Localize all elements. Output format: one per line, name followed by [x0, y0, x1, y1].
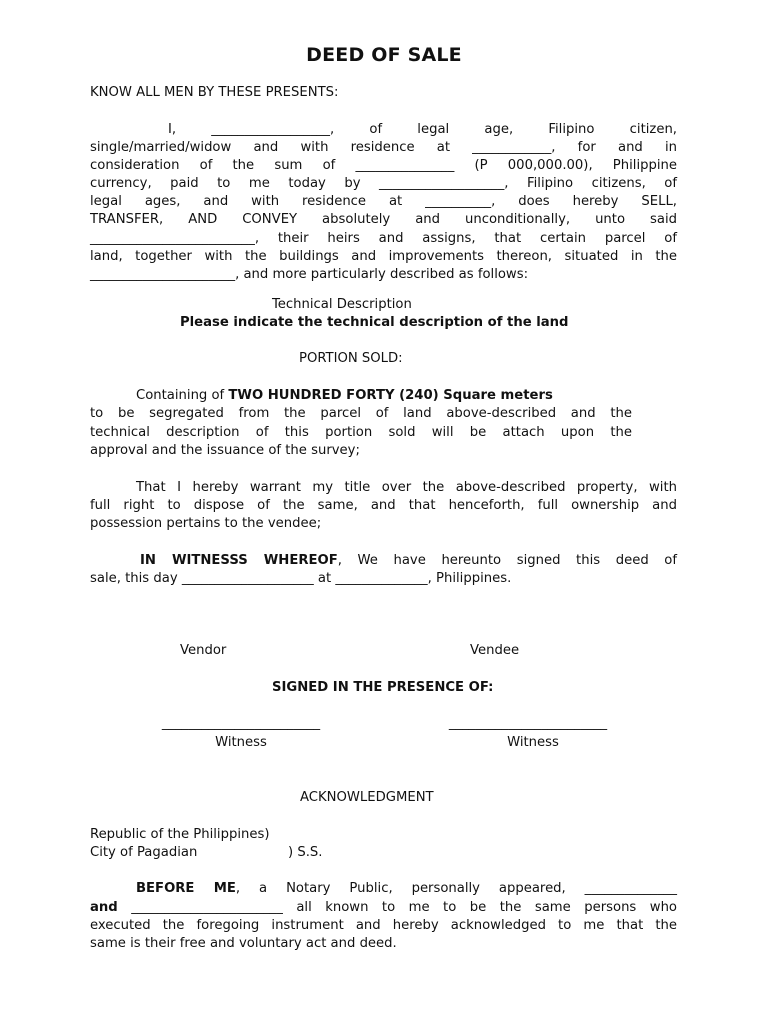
- p3-line-1: That I hereby warrant my title over the above-described property, with: [136, 480, 677, 495]
- witness-line-right: ________________________: [448, 716, 608, 731]
- venue-ss: ) S.S.: [288, 845, 323, 860]
- p5-line-4: same is their free and voluntary act and deed.: [90, 936, 397, 951]
- p2-line-4: approval and the issuance of the survey;: [90, 443, 360, 458]
- witness-line-left: ________________________: [161, 716, 321, 731]
- p1-line-4: currency, paid to me today by ___________________, Filipino citizens, of: [90, 176, 677, 191]
- p4-rest: , We have hereunto signed this deed of: [337, 553, 677, 568]
- p1-line-2: single/married/widow and with residence at ____________, for and in: [90, 140, 677, 155]
- p5-before-me: BEFORE ME: [136, 881, 236, 896]
- p5-line-1: [136, 880, 677, 898]
- p4-line-1: [140, 552, 677, 570]
- opening-line: KNOW ALL MEN BY THESE PRESENTS:: [90, 85, 339, 100]
- vendor-label: Vendor: [180, 643, 227, 658]
- p5-and: and: [90, 900, 118, 915]
- p2-lead: Containing of: [136, 388, 229, 403]
- p1-line-9: ______________________, and more particularly described as follows:: [90, 267, 529, 282]
- p2-area-bold: TWO HUNDRED FORTY (240) Square meters: [228, 388, 553, 403]
- tech-desc-instruction: Please indicate the technical description of the land: [180, 315, 569, 330]
- p5-line-3: executed the foregoing instrument and hereby acknowledged to me that the: [90, 918, 677, 933]
- p3-line-3: possession pertains to the vendee;: [90, 516, 322, 531]
- p3-line-2: full right to dispose of the same, and that henceforth, full ownership and: [90, 498, 677, 513]
- p5-rest-1: , a Notary Public, personally appeared, ______________: [235, 881, 677, 896]
- p1-line-7: _________________________, their heirs and assigns, that certain parcel of: [90, 231, 677, 246]
- p5-line-2: [90, 899, 677, 917]
- portion-sold-heading: PORTION SOLD:: [299, 351, 403, 366]
- document-title: DEED OF SALE: [306, 44, 462, 66]
- p1-line-8: land, together with the buildings and improvements thereon, situated in the: [90, 249, 677, 264]
- p1-line-5: legal ages, and with residence at __________, does hereby SELL,: [90, 194, 677, 209]
- tech-desc-heading: Technical Description: [272, 297, 412, 312]
- witness-label-right: Witness: [507, 735, 559, 750]
- p1-line-1: I, __________________, of legal age, Filipino citizen,: [168, 122, 677, 137]
- acknowledgment-heading: ACKNOWLEDGMENT: [300, 790, 434, 805]
- p2-line-3: technical description of this portion sold will be attach upon the: [90, 425, 632, 440]
- p1-line-6: TRANSFER, AND CONVEY absolutely and unconditionally, unto said: [90, 212, 677, 227]
- venue-city: City of Pagadian: [90, 845, 198, 860]
- p4-bold: IN WITNESSS WHEREOF: [140, 553, 338, 568]
- p4-line-2: sale, this day ____________________ at ______________, Philippines.: [90, 571, 512, 586]
- venue-line-1: Republic of the Philippines): [90, 827, 270, 842]
- vendee-label: Vendee: [470, 643, 520, 658]
- p5-rest-2: _______________________ all known to me to be the same persons who: [117, 900, 677, 915]
- p2-line-1: [136, 387, 553, 405]
- presence-heading: SIGNED IN THE PRESENCE OF:: [272, 680, 494, 695]
- witness-label-left: Witness: [215, 735, 267, 750]
- p2-line-2: to be segregated from the parcel of land above-described and the: [90, 406, 632, 421]
- p1-line-3: consideration of the sum of _______________ (P 000,000.00), Philippine: [90, 158, 677, 173]
